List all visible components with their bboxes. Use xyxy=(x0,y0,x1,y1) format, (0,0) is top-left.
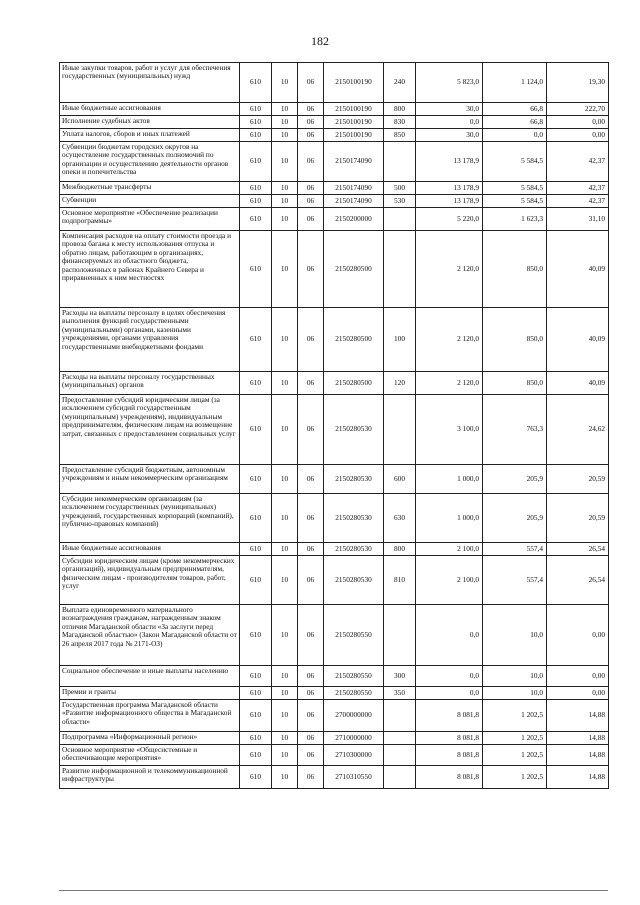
plan-amount: 8 081,8 xyxy=(416,732,483,745)
execution-percent: 24,62 xyxy=(547,395,609,465)
executed-amount: 0,0 xyxy=(483,129,547,142)
table-row xyxy=(60,745,609,766)
executed-amount: 1 623,3 xyxy=(483,208,547,231)
ministry-code: 610 xyxy=(240,116,272,129)
target-code: 2150174090 xyxy=(324,142,384,182)
executed-amount: 5 584,5 xyxy=(483,195,547,208)
table-row xyxy=(60,208,609,231)
subsection-code: 06 xyxy=(298,465,324,494)
row-name: Компенсация расходов на оплату стоимости проезда и провоза багажа к месту использования отпуска и обратно лицам, работающим в организациях, финансируемых из областного бюджета, расположенных в районах Крайнего Севера и приравненных к ним местностях xyxy=(60,231,240,308)
execution-percent: 14,88 xyxy=(547,766,609,789)
plan-amount: 2 120,0 xyxy=(416,372,483,395)
subsection-code: 06 xyxy=(298,732,324,745)
target-code: 2150100190 xyxy=(324,63,384,103)
target-code: 2150280500 xyxy=(324,308,384,372)
execution-percent: 222,70 xyxy=(547,103,609,116)
plan-amount: 13 178,9 xyxy=(416,195,483,208)
section-code: 10 xyxy=(272,556,298,605)
row-name: Предоставление субсидий бюджетным, автономным учреждениям и иным некоммерческим организациям xyxy=(60,465,240,494)
table-row xyxy=(60,700,609,732)
ministry-code: 610 xyxy=(240,308,272,372)
execution-percent: 42,37 xyxy=(547,195,609,208)
execution-percent: 0,00 xyxy=(547,605,609,666)
plan-amount: 13 178,9 xyxy=(416,182,483,195)
plan-amount: 30,0 xyxy=(416,129,483,142)
table-row xyxy=(60,129,609,142)
expense-type-code: 350 xyxy=(384,687,416,700)
expense-type-code xyxy=(384,142,416,182)
plan-amount: 5 823,0 xyxy=(416,63,483,103)
plan-amount: 0,0 xyxy=(416,116,483,129)
plan-amount: 0,0 xyxy=(416,687,483,700)
execution-percent: 0,00 xyxy=(547,687,609,700)
table-row xyxy=(60,63,609,103)
expense-type-code xyxy=(384,732,416,745)
plan-amount: 1 000,0 xyxy=(416,465,483,494)
subsection-code: 06 xyxy=(298,543,324,556)
target-code: 2150280550 xyxy=(324,666,384,687)
execution-percent: 0,00 xyxy=(547,116,609,129)
subsection-code: 06 xyxy=(298,142,324,182)
row-name: Выплата единовременного материального вознаграждения гражданам, награжденным знаком отличия Магаданской области «За заслуги перед Магаданской областью» (Закон Магаданской области от 26 апреля 2017 года № 2171-ОЗ) xyxy=(60,605,240,666)
section-code: 10 xyxy=(272,605,298,666)
execution-percent: 40,09 xyxy=(547,308,609,372)
executed-amount: 1 202,5 xyxy=(483,700,547,732)
target-code: 2150280500 xyxy=(324,231,384,308)
expense-type-code: 810 xyxy=(384,556,416,605)
table-row xyxy=(60,556,609,605)
plan-amount: 3 100,0 xyxy=(416,395,483,465)
target-code: 2150174090 xyxy=(324,195,384,208)
plan-amount: 8 081,8 xyxy=(416,745,483,766)
expense-type-code: 240 xyxy=(384,63,416,103)
budget-table xyxy=(59,62,609,789)
section-code: 10 xyxy=(272,465,298,494)
expense-type-code: 630 xyxy=(384,494,416,543)
target-code: 2150280530 xyxy=(324,465,384,494)
footer-divider xyxy=(59,890,608,891)
subsection-code: 06 xyxy=(298,208,324,231)
plan-amount: 8 081,8 xyxy=(416,766,483,789)
target-code: 2150200000 xyxy=(324,208,384,231)
executed-amount: 5 584,5 xyxy=(483,182,547,195)
table-row xyxy=(60,465,609,494)
executed-amount: 1 202,5 xyxy=(483,766,547,789)
plan-amount: 5 220,0 xyxy=(416,208,483,231)
plan-amount: 1 000,0 xyxy=(416,494,483,543)
row-name: Государственная программа Магаданской области «Развитие информационного общества в Магаданской области» xyxy=(60,700,240,732)
executed-amount: 1 202,5 xyxy=(483,745,547,766)
section-code: 10 xyxy=(272,195,298,208)
subsection-code: 06 xyxy=(298,494,324,543)
target-code: 2710310550 xyxy=(324,766,384,789)
executed-amount: 5 584,5 xyxy=(483,142,547,182)
ministry-code: 610 xyxy=(240,129,272,142)
section-code: 10 xyxy=(272,103,298,116)
target-code: 2150100190 xyxy=(324,129,384,142)
execution-percent: 19,30 xyxy=(547,63,609,103)
row-name: Премии и гранты xyxy=(60,687,240,700)
subsection-code: 06 xyxy=(298,103,324,116)
row-name: Субвенции бюджетам городских округов на осуществление государственных полномочий по организации и осуществлению деятельности органов опеки и попечительства xyxy=(60,142,240,182)
section-code: 10 xyxy=(272,63,298,103)
row-name: Субвенции xyxy=(60,195,240,208)
target-code: 2700000000 xyxy=(324,700,384,732)
ministry-code: 610 xyxy=(240,465,272,494)
executed-amount: 557,4 xyxy=(483,556,547,605)
ministry-code: 610 xyxy=(240,605,272,666)
table-row xyxy=(60,732,609,745)
table-row xyxy=(60,494,609,543)
expense-type-code xyxy=(384,605,416,666)
execution-percent: 42,37 xyxy=(547,182,609,195)
execution-percent: 31,10 xyxy=(547,208,609,231)
target-code: 2150280530 xyxy=(324,556,384,605)
executed-amount: 850,0 xyxy=(483,372,547,395)
subsection-code: 06 xyxy=(298,195,324,208)
subsection-code: 06 xyxy=(298,231,324,308)
subsection-code: 06 xyxy=(298,129,324,142)
expense-type-code: 300 xyxy=(384,666,416,687)
ministry-code: 610 xyxy=(240,766,272,789)
expense-type-code xyxy=(384,700,416,732)
execution-percent: 20,59 xyxy=(547,494,609,543)
plan-amount: 0,0 xyxy=(416,666,483,687)
table-row xyxy=(60,395,609,465)
execution-percent: 40,09 xyxy=(547,231,609,308)
table-row xyxy=(60,182,609,195)
executed-amount: 10,0 xyxy=(483,605,547,666)
target-code: 2150174090 xyxy=(324,182,384,195)
expense-type-code xyxy=(384,766,416,789)
target-code: 2150280530 xyxy=(324,395,384,465)
section-code: 10 xyxy=(272,182,298,195)
subsection-code: 06 xyxy=(298,182,324,195)
subsection-code: 06 xyxy=(298,395,324,465)
ministry-code: 610 xyxy=(240,395,272,465)
executed-amount: 557,4 xyxy=(483,543,547,556)
plan-amount: 2 100,0 xyxy=(416,543,483,556)
table-row xyxy=(60,666,609,687)
ministry-code: 610 xyxy=(240,687,272,700)
execution-percent: 0,00 xyxy=(547,129,609,142)
row-name: Развитие информационной и телекоммуникационной инфраструктуры xyxy=(60,766,240,789)
ministry-code: 610 xyxy=(240,372,272,395)
row-name: Исполнение судебных актов xyxy=(60,116,240,129)
execution-percent: 0,00 xyxy=(547,666,609,687)
plan-amount: 0,0 xyxy=(416,605,483,666)
section-code: 10 xyxy=(272,543,298,556)
table-row xyxy=(60,308,609,372)
ministry-code: 610 xyxy=(240,745,272,766)
plan-amount: 30,0 xyxy=(416,103,483,116)
expense-type-code: 800 xyxy=(384,103,416,116)
row-name: Межбюджетные трансферты xyxy=(60,182,240,195)
plan-amount: 13 178,9 xyxy=(416,142,483,182)
table-row xyxy=(60,372,609,395)
table-row xyxy=(60,142,609,182)
expense-type-code xyxy=(384,208,416,231)
ministry-code: 610 xyxy=(240,732,272,745)
target-code: 2150280550 xyxy=(324,687,384,700)
table-row xyxy=(60,766,609,789)
plan-amount: 8 081,8 xyxy=(416,700,483,732)
execution-percent: 20,59 xyxy=(547,465,609,494)
section-code: 10 xyxy=(272,372,298,395)
subsection-code: 06 xyxy=(298,308,324,372)
target-code: 2150280530 xyxy=(324,543,384,556)
table-row xyxy=(60,103,609,116)
target-code: 2150100190 xyxy=(324,103,384,116)
plan-amount: 2 100,0 xyxy=(416,556,483,605)
expense-type-code: 850 xyxy=(384,129,416,142)
subsection-code: 06 xyxy=(298,116,324,129)
row-name: Субсидии юридическим лицам (кроме некоммерческих организаций), индивидуальным предпринимателям, физическим лицам - производителям товаров, работ, услуг xyxy=(60,556,240,605)
row-name: Расходы на выплаты персоналу в целях обеспечения выполнения функций государственными (муниципальными) органами, казенными учреждениями, органами управления государственными внебюджетными фондами xyxy=(60,308,240,372)
row-name: Иные закупки товаров, работ и услуг для обеспечения государственных (муниципальных) нужд xyxy=(60,63,240,103)
page-number: 182 xyxy=(311,34,329,48)
executed-amount: 763,3 xyxy=(483,395,547,465)
execution-percent: 14,88 xyxy=(547,732,609,745)
execution-percent: 42,37 xyxy=(547,142,609,182)
budget-table-body xyxy=(60,63,609,789)
ministry-code: 610 xyxy=(240,494,272,543)
ministry-code: 610 xyxy=(240,182,272,195)
row-name: Основное мероприятие «Обеспечение реализации подпрограммы» xyxy=(60,208,240,231)
expense-type-code: 800 xyxy=(384,543,416,556)
table-row xyxy=(60,543,609,556)
ministry-code: 610 xyxy=(240,103,272,116)
section-code: 10 xyxy=(272,666,298,687)
expense-type-code xyxy=(384,231,416,308)
section-code: 10 xyxy=(272,494,298,543)
section-code: 10 xyxy=(272,142,298,182)
table-row xyxy=(60,687,609,700)
table-row xyxy=(60,231,609,308)
expense-type-code: 120 xyxy=(384,372,416,395)
ministry-code: 610 xyxy=(240,63,272,103)
execution-percent: 14,88 xyxy=(547,700,609,732)
row-name: Иные бюджетные ассигнования xyxy=(60,543,240,556)
ministry-code: 610 xyxy=(240,195,272,208)
executed-amount: 10,0 xyxy=(483,687,547,700)
section-code: 10 xyxy=(272,308,298,372)
subsection-code: 06 xyxy=(298,372,324,395)
execution-percent: 26,54 xyxy=(547,556,609,605)
section-code: 10 xyxy=(272,116,298,129)
execution-percent: 26,54 xyxy=(547,543,609,556)
subsection-code: 06 xyxy=(298,666,324,687)
subsection-code: 06 xyxy=(298,687,324,700)
section-code: 10 xyxy=(272,129,298,142)
expense-type-code xyxy=(384,395,416,465)
ministry-code: 610 xyxy=(240,666,272,687)
execution-percent: 40,09 xyxy=(547,372,609,395)
ministry-code: 610 xyxy=(240,231,272,308)
plan-amount: 2 120,0 xyxy=(416,308,483,372)
plan-amount: 2 120,0 xyxy=(416,231,483,308)
expense-type-code: 530 xyxy=(384,195,416,208)
expense-type-code: 500 xyxy=(384,182,416,195)
row-name: Предоставление субсидий юридическим лицам (за исключением субсидий государственным (муниципальным) учреждениям), индивидуальным предпринимателям, физическим лицам на возмещение затрат, связанных с предоставлением социальных услуг xyxy=(60,395,240,465)
executed-amount: 205,9 xyxy=(483,465,547,494)
subsection-code: 06 xyxy=(298,63,324,103)
section-code: 10 xyxy=(272,395,298,465)
target-code: 2150280530 xyxy=(324,494,384,543)
executed-amount: 205,9 xyxy=(483,494,547,543)
executed-amount: 1 202,5 xyxy=(483,732,547,745)
executed-amount: 66,8 xyxy=(483,116,547,129)
section-code: 10 xyxy=(272,745,298,766)
row-name: Подпрограмма «Информационный регион» xyxy=(60,732,240,745)
row-name: Расходы на выплаты персоналу государственных (муниципальных) органов xyxy=(60,372,240,395)
target-code: 2710300000 xyxy=(324,745,384,766)
expense-type-code xyxy=(384,745,416,766)
target-code: 2710000000 xyxy=(324,732,384,745)
row-name: Социальное обеспечение и иные выплаты населению xyxy=(60,666,240,687)
section-code: 10 xyxy=(272,231,298,308)
section-code: 10 xyxy=(272,700,298,732)
target-code: 2150280500 xyxy=(324,372,384,395)
ministry-code: 610 xyxy=(240,208,272,231)
row-name: Иные бюджетные ассигнования xyxy=(60,103,240,116)
target-code: 2150100190 xyxy=(324,116,384,129)
executed-amount: 66,8 xyxy=(483,103,547,116)
execution-percent: 14,88 xyxy=(547,745,609,766)
subsection-code: 06 xyxy=(298,745,324,766)
ministry-code: 610 xyxy=(240,543,272,556)
ministry-code: 610 xyxy=(240,142,272,182)
expense-type-code: 600 xyxy=(384,465,416,494)
row-name: Субсидии некоммерческим организациям (за исключением государственных (муниципальных) учреждений, государственных корпораций (компаний), публично-правовых компаний) xyxy=(60,494,240,543)
section-code: 10 xyxy=(272,208,298,231)
row-name: Основное мероприятие «Общесистемные и обеспечивающие мероприятия» xyxy=(60,745,240,766)
table-row xyxy=(60,195,609,208)
table-row xyxy=(60,605,609,666)
subsection-code: 06 xyxy=(298,556,324,605)
ministry-code: 610 xyxy=(240,700,272,732)
row-name: Уплата налогов, сборов и иных платежей xyxy=(60,129,240,142)
executed-amount: 10,0 xyxy=(483,666,547,687)
expense-type-code: 830 xyxy=(384,116,416,129)
executed-amount: 1 124,0 xyxy=(483,63,547,103)
section-code: 10 xyxy=(272,732,298,745)
subsection-code: 06 xyxy=(298,700,324,732)
executed-amount: 850,0 xyxy=(483,231,547,308)
table-row xyxy=(60,116,609,129)
section-code: 10 xyxy=(272,766,298,789)
subsection-code: 06 xyxy=(298,605,324,666)
executed-amount: 850,0 xyxy=(483,308,547,372)
expense-type-code: 100 xyxy=(384,308,416,372)
target-code: 2150280550 xyxy=(324,605,384,666)
subsection-code: 06 xyxy=(298,766,324,789)
ministry-code: 610 xyxy=(240,556,272,605)
section-code: 10 xyxy=(272,687,298,700)
